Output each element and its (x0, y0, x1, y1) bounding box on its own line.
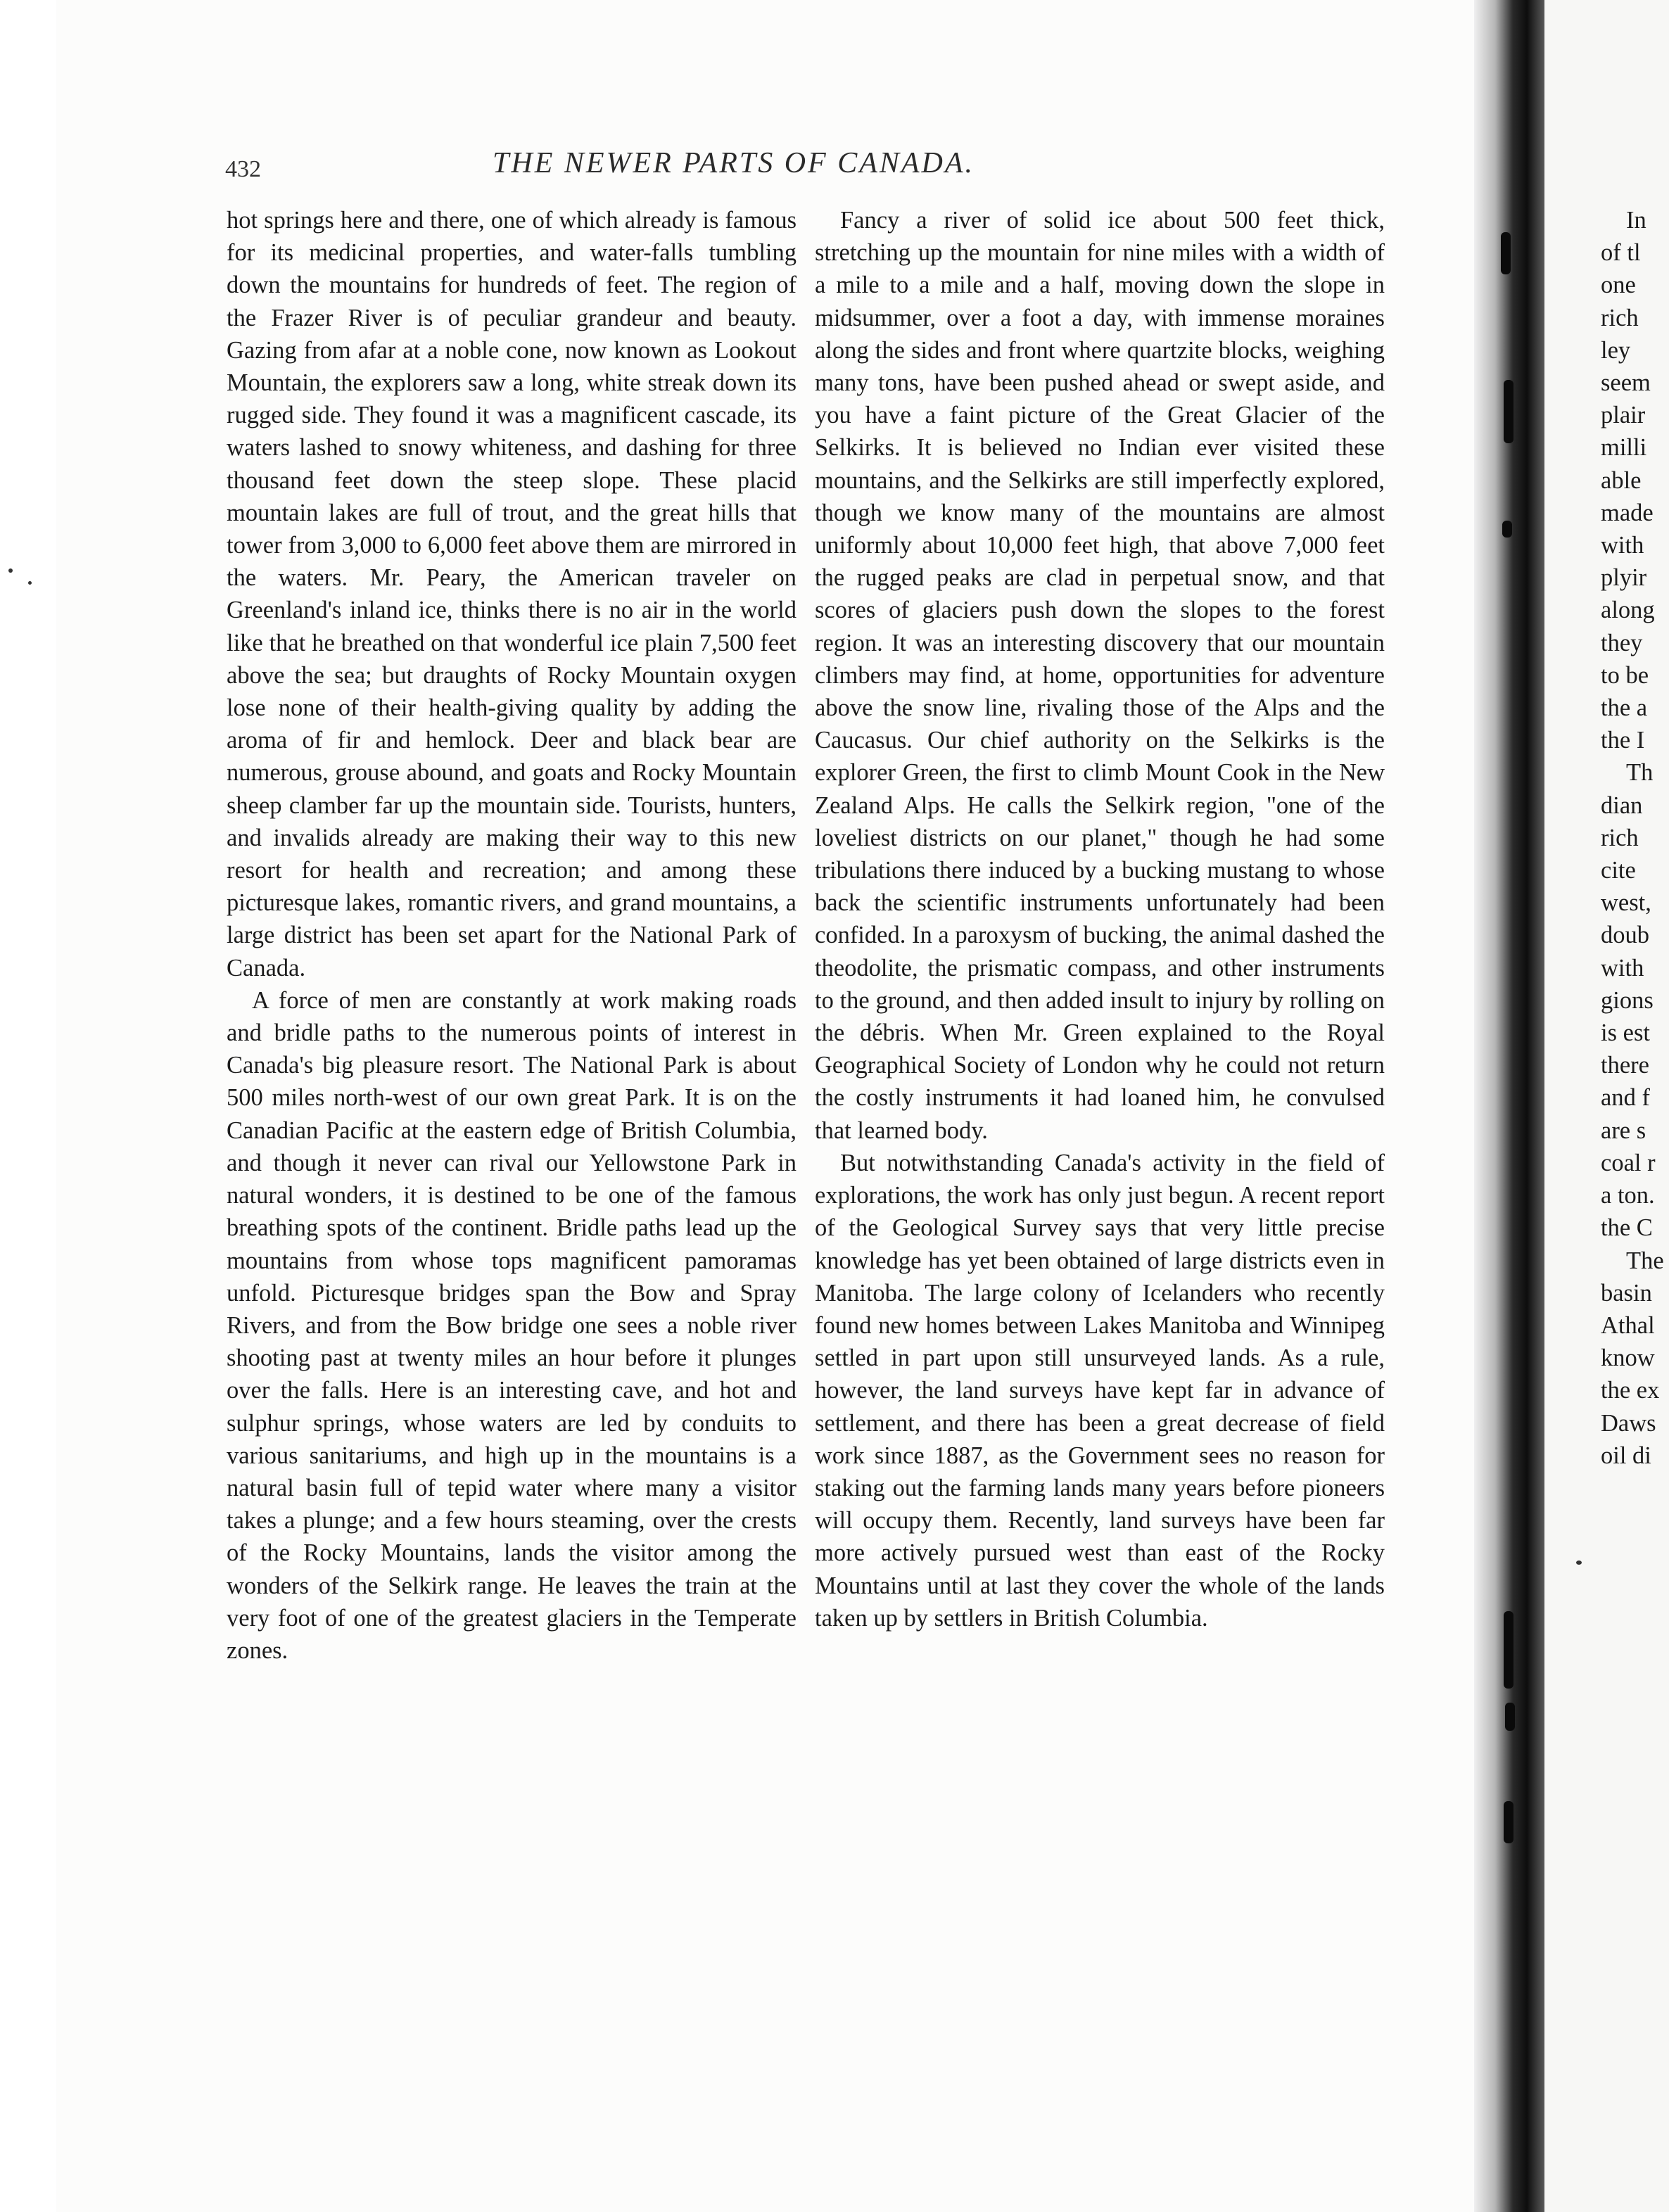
adjacent-page-line: the C (1601, 1214, 1653, 1242)
adjacent-page-line: one (1601, 272, 1636, 299)
adjacent-page-line: coal r (1601, 1149, 1656, 1176)
binding-gutter-shadow (1474, 0, 1544, 2212)
adjacent-page-line: dian (1601, 792, 1643, 819)
adjacent-page-lines (1601, 204, 1664, 1472)
adjacent-page-line: doub (1601, 922, 1649, 949)
adjacent-page-line: milli (1601, 434, 1647, 462)
adjacent-page-line: gions (1601, 986, 1654, 1014)
adjacent-page-line: Athal (1601, 1311, 1655, 1339)
running-title: THE NEWER PARTS OF CANADA. (493, 147, 975, 179)
middle-paragraph-2: But notwithstanding Canada's activity in the field of explorations, the work has only just begun. A recent report of the Geological Survey says that very little precise knowledge has yet been obtained of large districts even in Manitoba. The large colony of Icelanders who recently found new homes between Lakes Manitoba and Winnipeg settled in part upon still unsurveyed lands. As a rule, however, the land surveys have kept far in advance of settlement, and there has been a great decrease of field work since 1887, as the Government sees no reason for staking out the farming lands many years before pioneers will occupy them. Recently, land surveys have been far more actively pursued west than east of the Rocky Mountains until at last they cover the whole of the lands taken up by settlers in British Columbia. (815, 1149, 1385, 1632)
adjacent-page-line: the I (1601, 727, 1645, 754)
gutter-mark (1504, 380, 1513, 443)
scan-speck (28, 581, 32, 585)
adjacent-page-line: are s (1601, 1117, 1646, 1144)
adjacent-page-line: In (1626, 207, 1646, 234)
left-paragraph-1: hot springs here and there, one of which already is famous for its medicinal properties, and water-falls tumbling down the mountains for hundreds of feet. The region of the Frazer River is of peculiar grandeur and beauty. Gazing from afar at a noble cone, now known as Lookout Mountain, the explorers saw a long, white streak down its rugged side. They found it was a magnificent cascade, its waters lashed to snowy whiteness, and dashing for three thousand feet down the steep slope. These placid mountain lakes are full of trout, and the great hills that tower from 3,000 to 6,000 feet above them are mirrored in the waters. Mr. Peary, the American traveler on Greenland's inland ice, thinks there is no air in the world like that he breathed on that wonderful ice plain 7,500 feet above the sea; but draughts of Rocky Mountain oxygen lose none of their health-giving quality by adding the aroma of fir and hemlock. Deer and black bear are numerous, grouse abound, and goats and Rocky Mountain sheep clamber far up the mountain side. Tourists, hunters, and invalids already are making their way to this new resort for health and recreation; and among these picturesque lakes, romantic rivers, and grand mountains, a large district has been set apart for the National Park of Canada. (227, 207, 797, 981)
adjacent-page-line: cite (1601, 857, 1636, 884)
adjacent-page-line: Daws (1601, 1409, 1656, 1437)
gutter-mark (1502, 521, 1512, 538)
adjacent-page-line: The (1626, 1247, 1664, 1274)
adjacent-page-line: west, (1601, 889, 1651, 917)
middle-paragraph-1: Fancy a river of solid ice about 500 feet thick, stretching up the mountain for nine miles with a width of a mile to a mile and a half, moving down the slope in midsummer, over a foot a day, with immense moraines along the sides and front where quartzite blocks, weighing many tons, have been pushed ahead or swept aside, and you have a faint picture of the Great Glacier of the Selkirks. It is believed no Indian ever visited these mountains, and the Selkirks are still imperfectly explored, though we know many of the mountains are almost uniformly about 10,000 feet high, that above 7,000 feet the rugged peaks are clad in perpetual snow, and that scores of glaciers push down the slopes to the forest region. It was an interesting discovery that our mountain climbers may find, at home, opportunities for adventure above the snow line, rivaling those of the Alps and the Caucasus. Our chief authority on the Selkirks is the explorer Green, the first to climb Mount Cook in the New Zealand Alps. He calls the Selkirk region, "one of the loveliest districts on our planet," though he had some tribulations there induced by a bucking mustang to whose back the scientific instruments unfortunately had been confided. In a paroxysm of bucking, the animal dashed the theodolite, the prismatic compass, and other instruments to the ground, and then added insult to injury by rolling on the débris. When Mr. Green explained to the Royal Geographical Society of London why he could not return the costly instruments it had loaned him, he convulsed that learned body. (815, 207, 1385, 1144)
scan-speck (1576, 1561, 1582, 1565)
adjacent-page-line: is est (1601, 1019, 1650, 1047)
adjacent-page-line: rich (1601, 824, 1639, 851)
left-column (227, 204, 797, 1667)
gutter-mark (1504, 1611, 1513, 1689)
adjacent-page-line: basin (1601, 1279, 1652, 1307)
adjacent-page-line: plair (1601, 402, 1646, 429)
middle-column (815, 204, 1385, 1634)
gutter-mark (1501, 232, 1511, 274)
adjacent-page-line: made (1601, 499, 1654, 526)
adjacent-page-line: able (1601, 466, 1642, 494)
adjacent-page-line: seem (1601, 369, 1651, 397)
gutter-mark (1505, 1703, 1515, 1731)
adjacent-page-fragment (1544, 0, 1669, 2212)
adjacent-page-line: oil di (1601, 1442, 1651, 1469)
adjacent-page-line: plyir (1601, 564, 1647, 592)
adjacent-page-line: to be (1601, 661, 1649, 689)
adjacent-page-line: Th (1626, 759, 1654, 787)
adjacent-page-line: with (1601, 954, 1644, 981)
adjacent-page-line: ley (1601, 336, 1631, 364)
adjacent-page-line: they (1601, 629, 1643, 656)
adjacent-page-line: there (1601, 1052, 1649, 1079)
scan-speck (8, 568, 13, 573)
adjacent-page-line: the ex (1601, 1377, 1660, 1404)
adjacent-page-line: of tl (1601, 239, 1641, 267)
adjacent-page-line: and f (1601, 1084, 1650, 1112)
page-number: 432 (225, 156, 261, 182)
adjacent-page-line: with (1601, 532, 1644, 559)
adjacent-page-line: the a (1601, 694, 1648, 722)
left-paragraph-2: A force of men are constantly at work making roads and bridle paths to the numerous points of interest in Canada's big pleasure resort. The National Park is about 500 miles north-west of our own great Park. It is on the Canadian Pacific at the eastern edge of British Columbia, and though it never can rival our Yellowstone Park in natural wonders, it is destined to be one of the famous breathing spots of the continent. Bridle paths lead up the mountains from whose tops magnificent pamoramas unfold. Picturesque bridges span the Bow and Spray Rivers, and from the Bow bridge one sees a noble river shooting past at twenty miles an hour before it plunges over the falls. Here is an interesting cave, and hot and sulphur springs, whose waters are led by conduits to various sanitariums, and high up in the mountains is a natural basin full of tepid water where many a visitor takes a plunge; and a few hours steaming, over the crests of the Rocky Mountains, lands the visitor among the wonders of the Selkirk range. He leaves the train at the very foot of one of the greatest glaciers in the Temperate zones. (227, 986, 797, 1664)
gutter-mark (1504, 1801, 1513, 1843)
adjacent-page-line: a ton. (1601, 1182, 1655, 1209)
adjacent-page-line: rich (1601, 304, 1639, 331)
adjacent-page-line: along (1601, 597, 1655, 624)
adjacent-page-line: know (1601, 1345, 1655, 1372)
